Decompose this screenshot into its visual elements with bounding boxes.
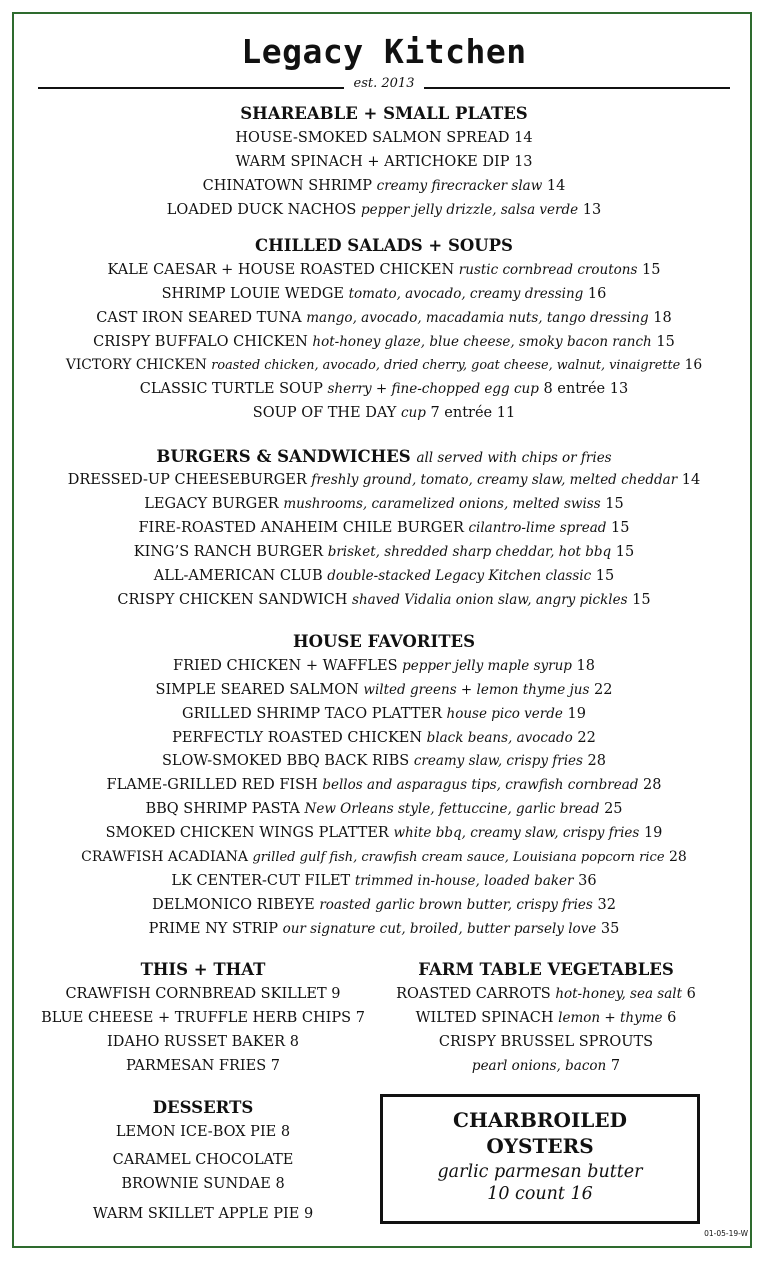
menu-item: CHINATOWN SHRIMP creamy firecracker slaw 14 (202, 178, 566, 194)
dessert-item: CARAMEL CHOCOLATE (112, 1152, 294, 1168)
menu-item: FRIED CHICKEN + WAFFLES pepper jelly maple syrup 18 (173, 658, 595, 674)
menu-item: SIMPLE SEARED SALMON wilted greens + lemon thyme jus 22 (155, 682, 613, 698)
restaurant-title: Legacy Kitchen (241, 32, 527, 71)
vegetable-item: ROASTED CARROTS hot-honey, sea salt 6 (396, 986, 696, 1002)
section-heading-burgers: BURGERS & SANDWICHES all served with chips or fries (156, 447, 612, 466)
oysters-title-line2: OYSTERS (486, 1134, 594, 1158)
section-heading-salads: CHILLED SALADS + SOUPS (255, 236, 513, 255)
dessert-item: BROWNIE SUNDAE 8 (121, 1176, 285, 1192)
menu-item: SOUP OF THE DAY cup 7 entrée 11 (252, 405, 516, 421)
oysters-feature-box (380, 1094, 700, 1224)
menu-item: CRISPY CHICKEN SANDWICH shaved Vidalia onion slaw, angry pickles 15 (117, 592, 651, 608)
menu-item: CRISPY BUFFALO CHICKEN hot-honey glaze, blue cheese, smoky bacon ranch 15 (93, 334, 675, 350)
menu-item: LEGACY BURGER mushrooms, caramelized onions, melted swiss 15 (144, 496, 624, 512)
menu-item: DRESSED-UP CHEESEBURGER freshly ground, tomato, creamy slaw, melted cheddar 14 (67, 472, 701, 488)
section-heading-vegetables: FARM TABLE VEGETABLES (418, 960, 674, 979)
oysters-title-line1: CHARBROILED (453, 1108, 627, 1132)
oysters-count-price: 10 count 16 (487, 1184, 593, 1204)
oysters-description: garlic parmesan butter (437, 1162, 643, 1182)
dessert-item: LEMON ICE-BOX PIE 8 (115, 1124, 291, 1140)
side-item: IDAHO RUSSET BAKER 8 (107, 1034, 299, 1050)
section-heading-this-that: THIS + THAT (140, 960, 266, 979)
dessert-item: WARM SKILLET APPLE PIE 9 (92, 1206, 314, 1222)
print-code: 01-05-19-W (704, 1229, 748, 1238)
side-item: BLUE CHEESE + TRUFFLE HERB CHIPS 7 (41, 1010, 365, 1026)
menu-item: SLOW-SMOKED BBQ BACK RIBS creamy slaw, crispy fries 28 (161, 753, 606, 769)
menu-item: ALL-AMERICAN CLUB double-stacked Legacy Kitchen classic 15 (153, 568, 615, 584)
side-item: CRAWFISH CORNBREAD SKILLET 9 (65, 986, 341, 1002)
menu-item: PERFECTLY ROASTED CHICKEN black beans, avocado 22 (172, 730, 596, 746)
menu-item: DELMONICO RIBEYE roasted garlic brown butter, crispy fries 32 (152, 897, 616, 913)
section-heading-desserts: DESSERTS (152, 1098, 254, 1117)
menu-item: HOUSE-SMOKED SALMON SPREAD 14 (235, 130, 533, 146)
section-heading-favorites: HOUSE FAVORITES (292, 632, 476, 651)
menu-item: CRAWFISH ACADIANA grilled gulf fish, crawfish cream sauce, Louisiana popcorn rice 28 (81, 849, 687, 865)
menu-item: SMOKED CHICKEN WINGS PLATTER white bbq, creamy slaw, crispy fries 19 (105, 825, 663, 841)
menu-item: CLASSIC TURTLE SOUP sherry + fine-chopped egg cup 8 entrée 13 (139, 381, 629, 397)
menu-item: SHRIMP LOUIE WEDGE tomato, avocado, creamy dressing 16 (161, 286, 607, 302)
menu-item: VICTORY CHICKEN roasted chicken, avocado, dried cherry, goat cheese, walnut, vinaigrette 16 (65, 357, 703, 373)
menu-item: GRILLED SHRIMP TACO PLATTER house pico verde 19 (182, 706, 586, 722)
menu-item: KING’S RANCH BURGER brisket, shredded sharp cheddar, hot bbq 15 (133, 544, 635, 560)
vegetable-item: pearl onions, bacon 7 (471, 1058, 621, 1074)
menu-item: FLAME-GRILLED RED FISH bellos and asparagus tips, crawfish cornbread 28 (106, 777, 662, 793)
menu-item: KALE CAESAR + HOUSE ROASTED CHICKEN rustic cornbread croutons 15 (107, 262, 661, 278)
menu-item: BBQ SHRIMP PASTA New Orleans style, fettuccine, garlic bread 25 (145, 801, 623, 817)
established-date: est. 2013 (353, 76, 415, 91)
menu-item: LOADED DUCK NACHOS pepper jelly drizzle, salsa verde 13 (166, 202, 602, 218)
menu-item: FIRE-ROASTED ANAHEIM CHILE BURGER cilantro-lime spread 15 (138, 520, 630, 536)
menu-item: LK CENTER-CUT FILET trimmed in-house, loaded baker 36 (171, 873, 597, 889)
menu-item: CAST IRON SEARED TUNA mango, avocado, macadamia nuts, tango dressing 18 (96, 310, 672, 326)
side-item: PARMESAN FRIES 7 (125, 1058, 280, 1074)
menu-item: PRIME NY STRIP our signature cut, broiled, butter parsely love 35 (148, 921, 620, 937)
section-heading-shareables: SHAREABLE + SMALL PLATES (240, 104, 528, 123)
vegetable-item: CRISPY BRUSSEL SPROUTS (438, 1034, 654, 1050)
menu-item: WARM SPINACH + ARTICHOKE DIP 13 (235, 154, 533, 170)
vegetable-item: WILTED SPINACH lemon + thyme 6 (415, 1010, 677, 1026)
